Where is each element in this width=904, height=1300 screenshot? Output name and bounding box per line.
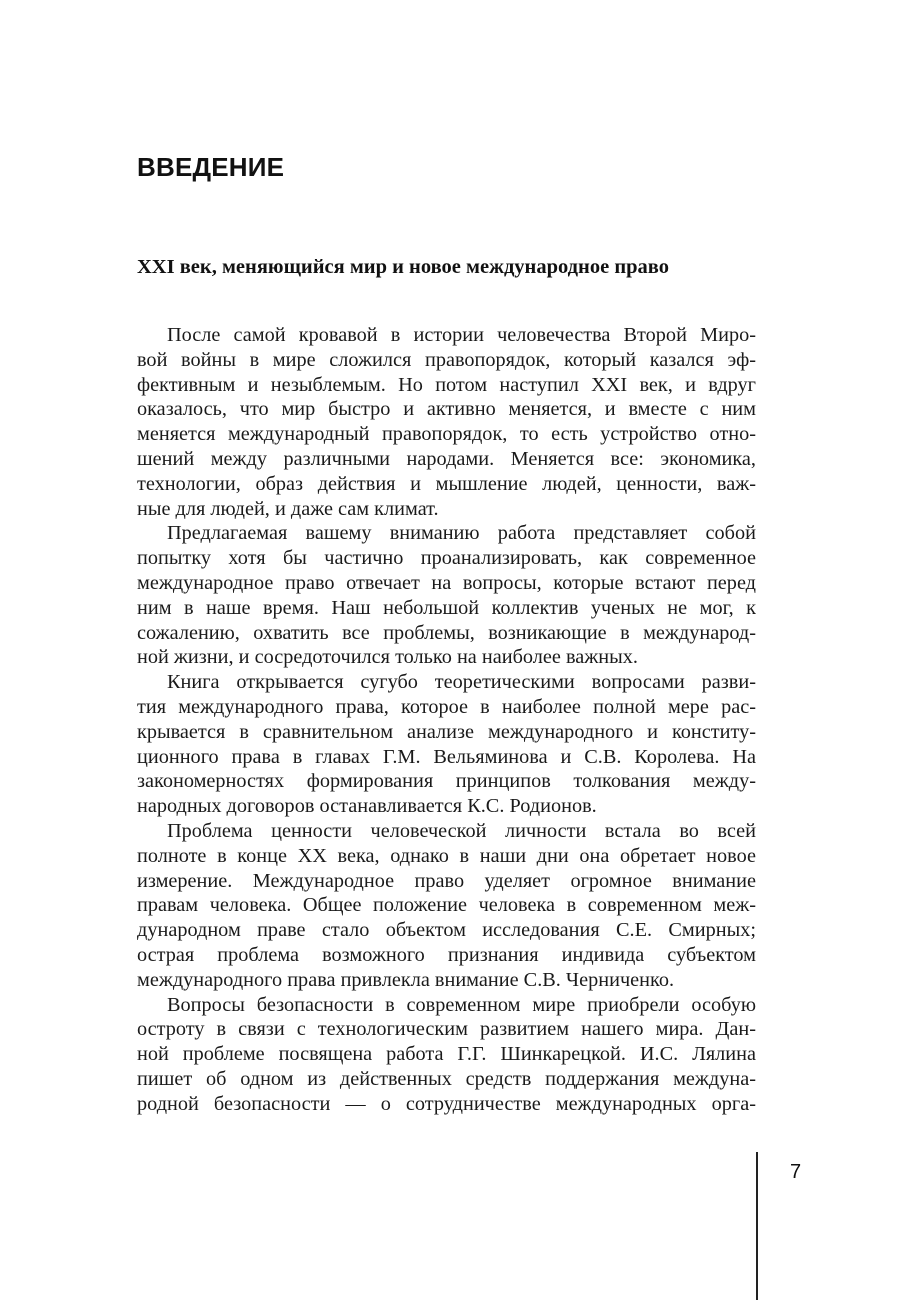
paragraph-4	[137, 819, 756, 993]
text-line: меняется международный правопорядок, то есть устройство отно-	[137, 423, 756, 446]
paragraph-2	[137, 521, 756, 670]
text-line: ним в наше время. Наш небольшой коллектив ученых не мог, к	[137, 596, 756, 619]
chapter-title: ВВЕДЕНИЕ	[137, 152, 285, 182]
text-line: Предлагаемая вашему вниманию работа представляет собой	[167, 522, 756, 545]
text-line: вой войны в мире сложился правопорядок, который казался эф-	[137, 348, 756, 371]
text-line: остроту в связи с технологическим развитием нашего мира. Дан-	[137, 1018, 756, 1041]
text-line: ные для людей, и даже сам климат.	[137, 497, 439, 520]
text-line: острая проблема возможного признания индивида субъектом	[137, 943, 756, 966]
body-text	[137, 323, 756, 1117]
text-line: измерение. Международное право уделяет огромное внимание	[137, 869, 756, 892]
text-line: технологии, образ действия и мышление людей, ценности, важ-	[137, 472, 756, 495]
text-line: Вопросы безопасности в современном мире приобрели особую	[167, 993, 756, 1016]
text-line: ционного права в главах Г.М. Вельяминова и С.В. Королева. На	[137, 745, 756, 768]
margin-rule	[756, 1152, 758, 1300]
text-line: Книга открывается сугубо теоретическими вопросами разви-	[167, 671, 756, 694]
paragraph-1	[137, 323, 756, 521]
text-line: шений между различными народами. Меняется все: экономика,	[137, 447, 756, 470]
page-number: 7	[790, 1161, 802, 1183]
text-line: пишет об одном из действенных средств поддержания междуна-	[137, 1067, 756, 1090]
text-line: международного права привлекла внимание С.В. Черниченко.	[137, 968, 675, 991]
text-line: Проблема ценности человеческой личности встала во всей	[167, 819, 756, 842]
text-line: ной жизни, и сосредоточился только на наиболее важных.	[137, 646, 638, 669]
text-line: тия международного права, которое в наиболее полной мере рас-	[137, 695, 756, 718]
text-line: фективным и незыблемым. Но потом наступил XXI век, и вдруг	[137, 373, 756, 396]
section-title: XXI век, меняющийся мир и новое международное право	[137, 256, 669, 278]
text-line: ной проблеме посвящена работа Г.Г. Шинкарецкой. И.С. Лялина	[137, 1043, 756, 1066]
text-line: правам человека. Общее положение человека в современном меж-	[137, 894, 756, 917]
text-line: народных договоров останавливается К.С. Родионов.	[137, 795, 597, 818]
text-line: оказалось, что мир быстро и активно меняется, и вместе с ним	[137, 398, 756, 421]
text-line: дународном праве стало объектом исследования С.Е. Смирных;	[137, 919, 756, 942]
text-line: крывается в сравнительном анализе международного и конститу-	[137, 720, 756, 743]
paragraph-5	[137, 993, 756, 1117]
text-line: попытку хотя бы частично проанализировать, как современное	[137, 547, 756, 570]
text-line: международное право отвечает на вопросы, которые встают перед	[137, 571, 756, 594]
text-line: После самой кровавой в истории человечества Второй Миро-	[167, 324, 756, 346]
text-line: родной безопасности — о сотрудничестве международных орга-	[137, 1092, 756, 1115]
paragraph-3	[137, 670, 756, 819]
text-line: закономерностях формирования принципов толкования между-	[137, 770, 756, 793]
text-line: полноте в конце XX века, однако в наши дни она обретает новое	[137, 844, 756, 867]
text-line: сожалению, охватить все проблемы, возникающие в международ-	[137, 621, 756, 644]
